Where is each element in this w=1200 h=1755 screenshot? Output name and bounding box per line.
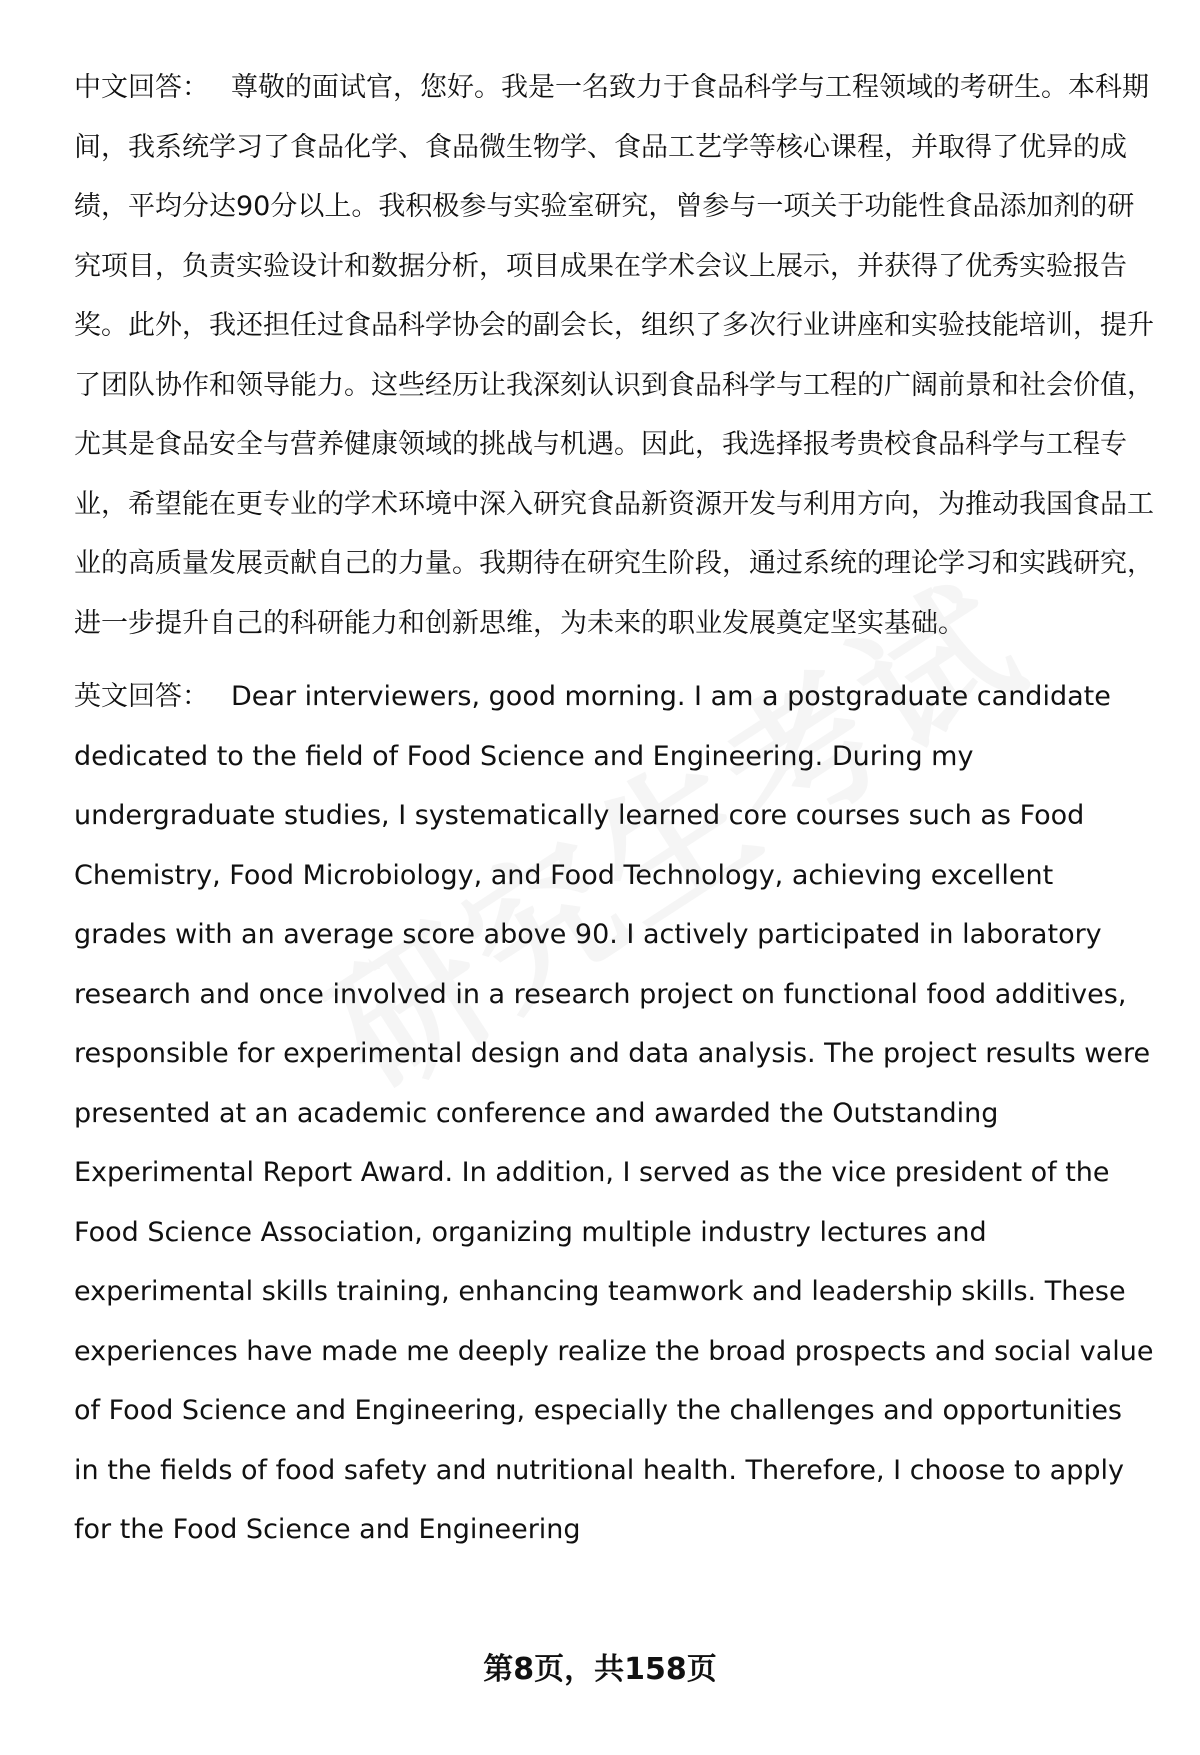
chinese-answer-paragraph — [74, 58, 1154, 653]
chinese-answer-text: 尊敬的面试官，您好。我是一名致力于食品科学与工程领域的考研生。本科期间，我系统学习了食品化学、食品微生物学、食品工艺学等核心课程，并取得了优异的成绩，平均分达90分以上。我积极参与实验室研究，曾参与一项关于功能性食品添加剂的研究项目，负责实验设计和数据分析，项目成果在学术会议上展示，并获得了优秀实验报告奖。此外，我还担任过食品科学协会的副会长，组织了多次行业讲座和实验技能培训，提升了团队协作和领导能力。这些经历让我深刻认识到食品科学与工程的广阔前景和社会价值，尤其是食品安全与营养健康领域的挑战与机遇。因此，我选择报考贵校食品科学与工程专业，希望能在更专业的学术环境中深入研究食品新资源开发与利用方向，为推动我国食品工业的高质量发展贡献自己的力量。我期待在研究生阶段，通过系统的理论学习和实践研究，进一步提升自己的科研能力和创新思维，为未来的职业发展奠定坚实基础。 — [74, 72, 1154, 639]
english-answer-paragraph — [74, 667, 1154, 1560]
document-content — [74, 58, 1154, 1574]
english-answer-label: 英文回答： — [74, 681, 209, 712]
page-number-footer: 第8页，共158页 — [483, 1652, 717, 1687]
english-answer-text: Dear interviewers, good morning. I am a postgraduate candidate dedicated to the field of Food Science and Engineering. During my undergraduate studies, I systematically learned core courses such as Food Chemistry, Food Microbiology, and Food Technology, achieving excellent grades with an average score above 90. I actively participated in laboratory research and once involved in a research project on functional food additives, responsible for experimental design and data analysis. The project results were presented at an academic conference and awarded the Outstanding Experimental Report Award. In addition, I served as the vice president of the Food Science Association, organizing multiple industry lectures and experimental skills training, enhancing teamwork and leadership skills. These experiences have made me deeply realize the broad prospects and social value of Food Science and Engineering, especially the challenges and opportunities in the fields of food safety and nutritional health. Therefore, I choose to apply for the Food Science and Engineering — [74, 681, 1154, 1545]
chinese-answer-label: 中文回答： — [74, 72, 209, 103]
